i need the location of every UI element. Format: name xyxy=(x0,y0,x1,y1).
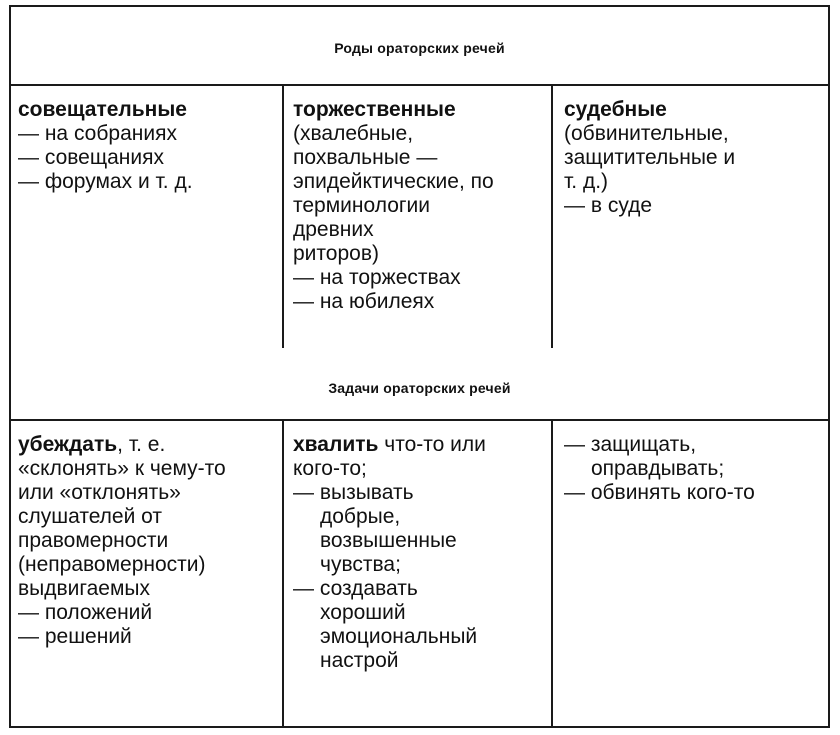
divider-middle xyxy=(9,419,830,421)
divider-top xyxy=(9,84,830,86)
column-divider-2-top xyxy=(551,84,553,348)
task-heading-tail: , т. е. xyxy=(117,433,166,456)
kind-line: похвальные — xyxy=(293,146,438,169)
kind-heading: судебные xyxy=(564,98,667,121)
task-line: оправдывать; xyxy=(591,457,725,480)
kind-line: — на юбилеях xyxy=(293,290,435,313)
task-line: эмоциональный xyxy=(320,625,478,648)
kind-judicial xyxy=(564,98,735,218)
kind-heading: торжественные xyxy=(293,98,456,121)
task-line: — обвинять кого-то xyxy=(564,481,755,504)
task-persuade xyxy=(18,433,226,649)
column-divider-1-top xyxy=(282,84,284,348)
task-heading: убеждать xyxy=(18,433,118,456)
task-line: — решений xyxy=(18,625,132,648)
task-line: «склонять» к чему-то xyxy=(18,457,226,480)
task-praise xyxy=(293,433,486,673)
task-heading: хвалить xyxy=(293,433,379,456)
task-heading-line xyxy=(293,433,486,457)
task-line: слушателей от xyxy=(18,505,163,528)
task-line: чувства; xyxy=(320,553,401,576)
kind-line: — в суде xyxy=(564,194,653,217)
task-line: добрые, xyxy=(320,505,401,528)
kind-line: (обвинительные, xyxy=(564,122,729,145)
section-title-tasks: Задачи ораторских речей xyxy=(328,380,511,396)
kind-line: т. д.) xyxy=(564,170,609,193)
kind-line: — на торжествах xyxy=(293,266,461,289)
task-line: — положений xyxy=(18,601,153,624)
task-line: кого-то; xyxy=(293,457,367,480)
kind-line: — совещаниях xyxy=(18,146,165,169)
section-title-kinds: Роды ораторских речей xyxy=(334,40,505,56)
task-line: правомерности xyxy=(18,529,169,552)
task-line: — защищать, xyxy=(564,433,697,456)
task-line: возвышенные xyxy=(320,529,457,552)
kind-line: терминологии xyxy=(293,194,431,217)
task-heading-line xyxy=(18,433,226,457)
column-divider-1-bottom xyxy=(282,419,284,728)
task-line: хороший xyxy=(320,601,406,624)
kind-line: защитительные и xyxy=(564,146,736,169)
kind-line: — на собраниях xyxy=(18,122,177,145)
kind-heading: совещательные xyxy=(18,98,187,121)
task-heading-tail: что-то или xyxy=(378,433,486,456)
kind-line: — форумах и т. д. xyxy=(18,170,193,193)
task-line: или «отклонять» xyxy=(18,481,181,504)
task-line: выдвигаемых xyxy=(18,577,150,600)
task-line: настрой xyxy=(320,649,399,672)
task-line: — создавать xyxy=(293,577,418,600)
kind-ceremonial xyxy=(293,98,494,314)
kind-line: эпидейктические, по xyxy=(293,170,494,193)
task-line: — вызывать xyxy=(293,481,414,504)
task-defend-accuse xyxy=(564,433,755,505)
kind-line: риторов) xyxy=(293,242,379,265)
task-line: (неправомерности) xyxy=(18,553,206,576)
kind-line: (хвалебные, xyxy=(293,122,414,145)
kind-deliberative xyxy=(18,98,193,194)
kind-line: древних xyxy=(293,218,374,241)
column-divider-2-bottom xyxy=(551,419,553,728)
